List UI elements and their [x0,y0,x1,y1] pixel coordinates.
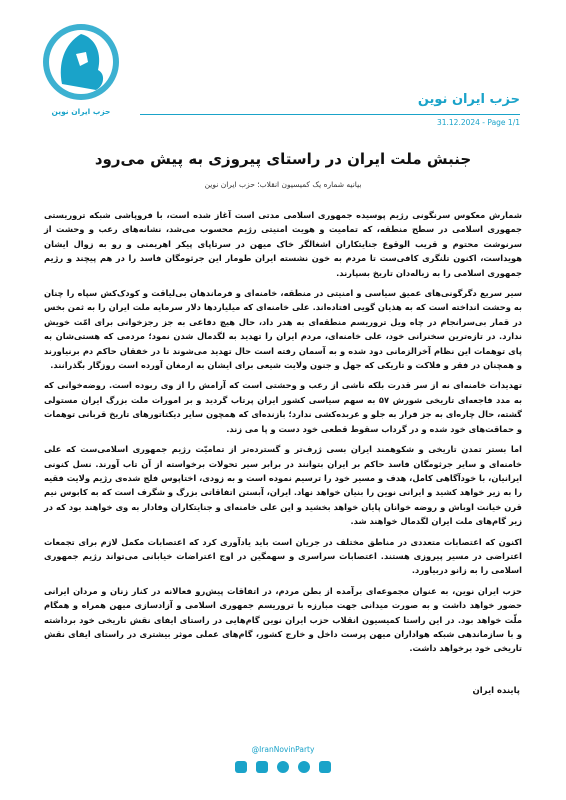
twitter-icon[interactable] [256,761,268,773]
paragraph: اما بستر تمدن تاریخی و شکوهمند ایران بسی ژرف‌تر و گسترده‌تر از تمامیّت رژیم جمهوری اسلامی‌ست که علی خامنه‌ای و سایر جرثومگان فاسد حاکم بر ایران بتوانند در برابر سیر تحولات برخواسته از آن تاب آورند. نسل کنونی ایرانیان، با خودآگاهی کامل، هدف و مسیر خود را ترسیم نموده است و به زودی، اختاپوس فلج شده‌ی رژیم ولایت فقیه را به زیر خواهد کشید و ایرانی نوین را بنیان خواهد نهاد. ایران، آبستن اتفاقاتی بزرگ و شگرف است که به کابوس نیم قرن خیانت اوباش و روضه خوانان پایان خواهد بخشید و این علی خامنه‌ای و جنایتکاران وفادار به وی خواهند بود که در زیر گام‌های ملت ایران لگدمال خواهند شد. [44,444,522,527]
social-handle[interactable]: @IranNovinParty [251,745,315,754]
statement-body [44,208,522,662]
paragraph: حزب ایران نوین، به عنوان مجموعه‌ای برآمده از بطن مردم، در اتفاقات پیش‌رو فعالانه در کنار زنان و مردان ایرانی حضور خواهد داشت و به صورت میدانی جهت مبارزه با تروریسم جمهوری اسلامی و آزادسازی میهن همراه و همگام ملّت خواهد بود. در این راستا کمیسیون انقلاب حزب ایران نوین گام‌هایی در راستای ایفای نقش تاریخی خود برداشته و با سازماندهی شبکه هواداران میهن پرست داخل و خارج کشور، گام‌های عملی موثر بیشتری در راستای ایفای نقش تاریخی خود برخواهد داشت. [44,585,522,654]
signoff: پاینده ایران [472,686,520,696]
social-icons [0,756,566,775]
paragraph: سیر سریع دگرگونی‌های عمیق سیاسی و امنیتی در منطقه، خامنه‌ای و فرماندهان بی‌لیاقت و کودک‌کش سپاه را چنان به وحشت انداخته است که به هذیان گویی افتاده‌اند. علی خامنه‌ای که میلیاردها دلار سرمایه ملت ایران را به ثمن بخس در قمار بی‌سرانجام در چاه ویل تروریسم منطقه‌ای به هدر داد، حال هیچ دفاعی به جز رجزخوانی برای امّت خویش ندارد. در تازه‌ترین سخنرانی خود، علی خامنه‌ای، مردم ایران را تهدید به لگدمال شدن نمود؛ مردمی که هستی‌شان به پای توهمات این نظام آخرالزمانی دود شده و به آسمان رفته است حال تهدید می‌شوند تا در خفقان حاکم دم برنیاورند و همچنان در فقر و فلاکت و تاریکی که جهل و جنون ولایت شیعی برای ایشان به ارمغان آورده است روزگار بگذرانند. [44,288,522,371]
statement-title: جنبش ملت ایران در راستای پیروزی به پیش می‌رود [94,150,472,168]
paragraph: اکنون که اعتصابات متعددی در مناطق مختلف در جریان است باید یادآوری کرد که اعتصابات مکمل لازم برای تجمعات اعتراضی در مسیر پیروزی هستند. اعتصابات سراسری و سهمگین در اوج اعتراضات خیابانی می‌تواند رژیم جمهوری اسلامی را به زانو دربیاورد. [44,536,522,576]
instagram-icon[interactable] [235,761,247,773]
statement-subtitle: بیانیه شماره یک کمیسیون انقلاب؛ حزب ایران نوین [204,180,362,189]
paragraph: شمارش معکوس سرنگونی رژیم پوسیده جمهوری اسلامی مدتی است آغاز شده است، با فروپاشی شبکه تروریستی جمهوری اسلامی در سطح منطقه، که تمامیت و هویت امنیتی رژیم محسوب می‌شد، نشانه‌های رعب و وحشت از سرنوشت محتوم و قریب الوقوع جنایتکاران اشغالگر خاک میهن در سرتاپای پیکر اهریمنی و رو به زوال ایشان هویداست، اکنون تلنگری کافی‌ست تا مردم به خون نشسته ایران طومار این جرثومگان فاسد را در هم پیچند و رژیم جمهوری اسلامی را به زباله‌دان تاریخ بسپارند. [44,210,522,278]
paragraph: تهدیدات خامنه‌ای نه از سر قدرت بلکه ناشی از رعب و وحشتی است که آرامش را از وی ربوده است. روضه‌خوانی که به مدد فاجعه‌ای تاریخی شورش ۵۷ به سهم سیاسی کشور ایران پرتاب گردید و بر امورات ملت بزرگ ایران مستولی گشته، حال چاره‌ای به جز فرار به جلو و عربده‌کشی ندارد؛ بازنده‌ای که همچون سایر دیکتاتورهای تاریخ قربانی توهمات و حماقت‌های خود شده و در گرداب سقوط قطعی خود دست و پا می زند. [44,380,522,434]
logo-text: حزب ایران نوین [51,107,111,116]
telegram-icon[interactable] [298,761,310,773]
facebook-icon[interactable] [277,761,289,773]
date-page-label: 31.12.2024 - Page 1/1 [436,118,520,127]
youtube-icon[interactable] [319,761,331,773]
party-name: حزب ایران نوین [417,92,520,107]
party-logo [36,14,126,124]
header-divider [140,114,520,115]
